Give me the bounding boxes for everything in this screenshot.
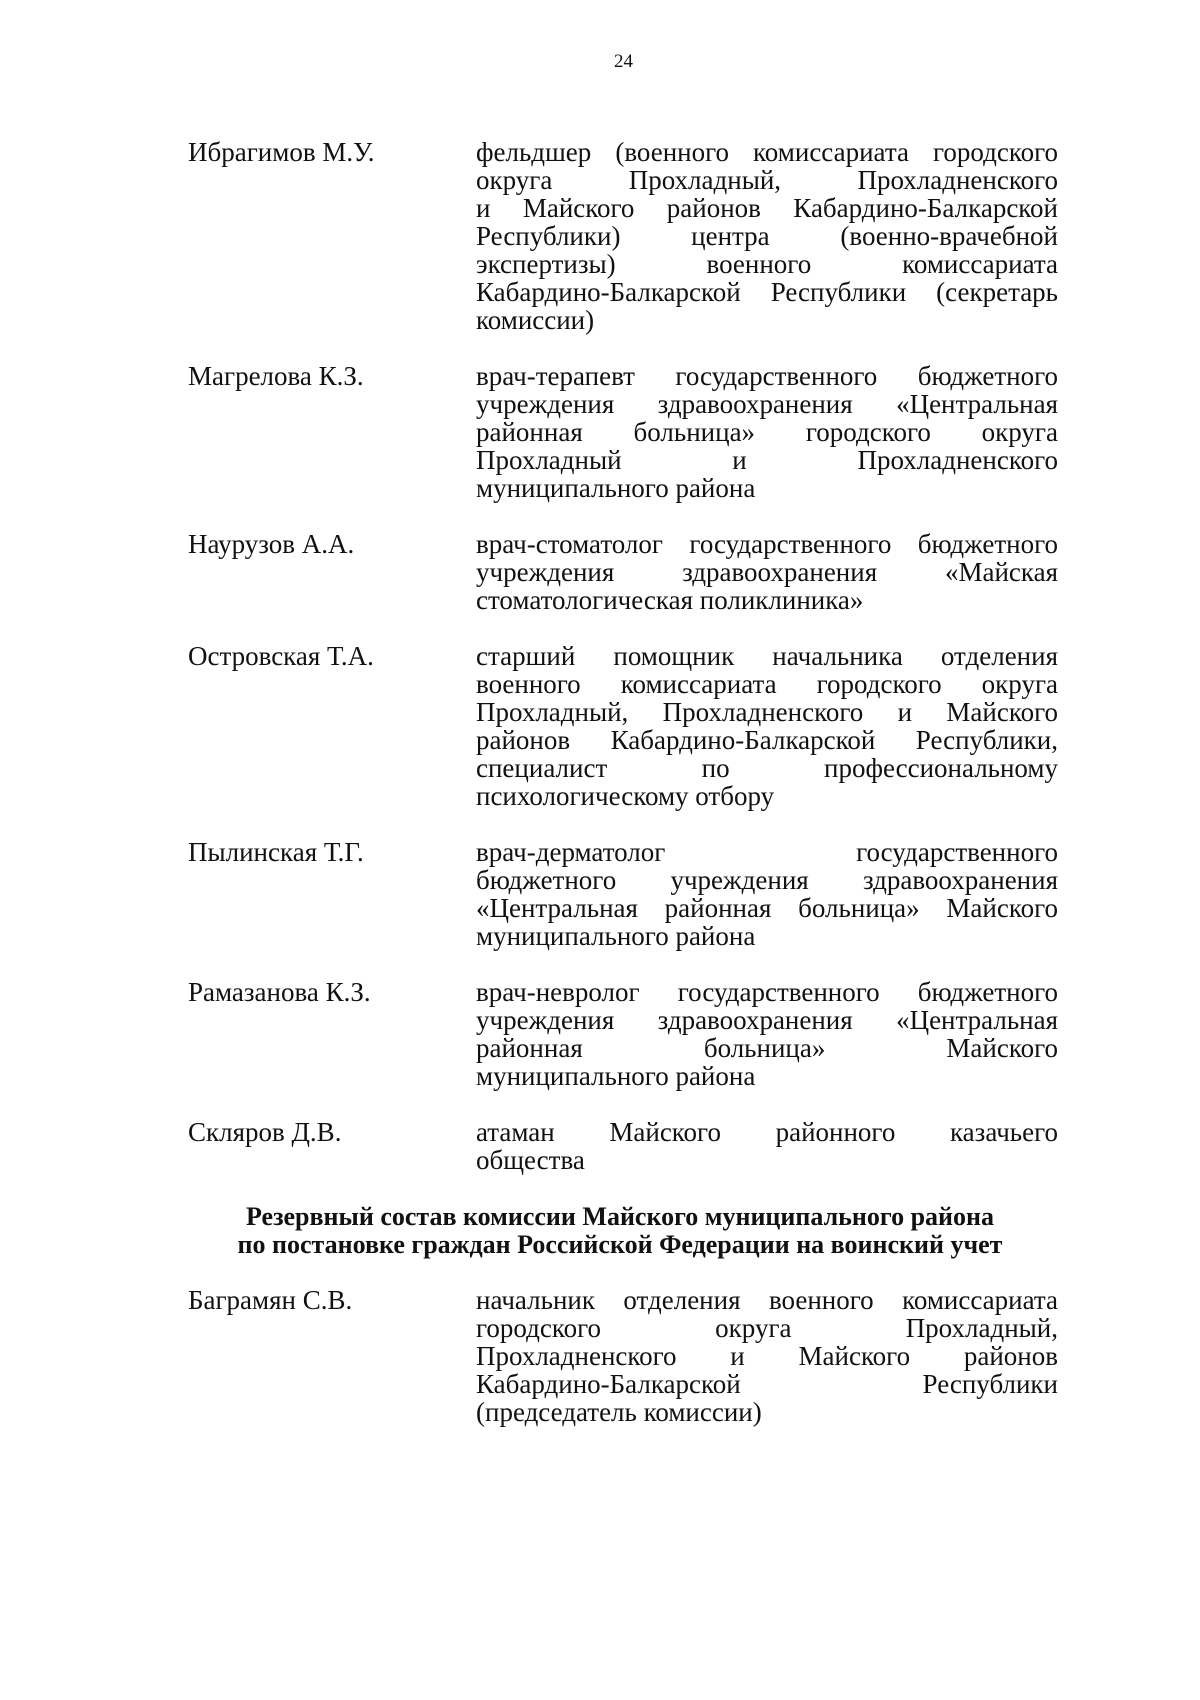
role-line: Кабардино-Балкарской Республики <box>476 1369 1058 1399</box>
role-line: учреждения здравоохранения «Центральная <box>476 389 1058 419</box>
role-line: учреждения здравоохранения «Центральная <box>476 1005 1058 1035</box>
role-line: общества <box>476 1145 585 1175</box>
member-entry <box>188 642 1058 810</box>
member-name: Магрелова К.З. <box>188 361 364 391</box>
page-number: 24 <box>614 51 633 72</box>
role-line: психологическому отбору <box>476 781 775 811</box>
member-role <box>476 138 1058 334</box>
member-role <box>476 1286 1058 1426</box>
role-line: комиссии) <box>476 305 595 335</box>
section-title-line: по постановке граждан Российской Федерации на воинский учет <box>237 1230 1003 1259</box>
role-line: и Майского районов Кабардино-Балкарской <box>476 193 1058 223</box>
member-name: Пылинская Т.Г. <box>188 837 364 867</box>
role-line: врач-терапевт государственного бюджетного <box>476 361 1058 391</box>
member-entry <box>188 838 1058 950</box>
role-line: Прохладный и Прохладненского <box>476 445 1058 475</box>
role-line: «Центральная районная больница» Майского <box>476 893 1058 923</box>
role-line: атаман Майского районного казачьего <box>476 1117 1058 1147</box>
member-name: Ибрагимов М.У. <box>188 137 375 167</box>
role-line: муниципального района <box>476 473 756 503</box>
member-entry <box>188 530 1058 614</box>
role-line: Прохладненского и Майского районов <box>476 1341 1058 1371</box>
member-role <box>476 838 1058 950</box>
section-title-line: Резервный состав комиссии Майского муниципального района <box>245 1202 994 1231</box>
role-line: военного комиссариата городского округа <box>476 669 1058 699</box>
role-line: районная больница» Майского <box>476 1033 1058 1063</box>
reserve-section-title <box>170 1203 1070 1259</box>
role-line: районов Кабардино-Балкарской Республики, <box>476 725 1058 755</box>
role-line: врач-невролог государственного бюджетного <box>476 977 1058 1007</box>
member-name: Наурузов А.А. <box>188 529 355 559</box>
member-role <box>476 1118 1058 1174</box>
member-name: Рамазанова К.З. <box>188 977 371 1007</box>
commission-member-list <box>188 138 1058 1202</box>
role-line: городского округа Прохладный, <box>476 1313 1058 1343</box>
member-role <box>476 362 1058 502</box>
role-line: Республики) центра (военно-врачебной <box>476 221 1058 251</box>
member-role <box>476 978 1058 1090</box>
role-line: округа Прохладный, Прохладненского <box>476 165 1058 195</box>
role-line: специалист по профессиональному <box>476 753 1058 783</box>
member-name: Скляров Д.В. <box>188 1117 342 1147</box>
reserve-member-list <box>188 1286 1058 1454</box>
role-line: начальник отделения военного комиссариата <box>476 1285 1058 1315</box>
role-line: Прохладный, Прохладненского и Майского <box>476 697 1058 727</box>
role-line: стоматологическая поликлиника» <box>476 585 864 615</box>
role-line: старший помощник начальника отделения <box>476 641 1058 671</box>
role-line: учреждения здравоохранения «Майская <box>476 557 1058 587</box>
member-entry <box>188 978 1058 1090</box>
role-line: врач-стоматолог государственного бюджетного <box>476 529 1058 559</box>
role-line: врач-дерматолог государственного <box>476 837 1058 867</box>
member-entry <box>188 362 1058 502</box>
role-line: экспертизы) военного комиссариата <box>476 249 1058 279</box>
member-role <box>476 642 1058 810</box>
member-name: Баграмян С.В. <box>188 1285 353 1315</box>
role-line: районная больница» городского округа <box>476 417 1058 447</box>
role-line: фельдшер (военного комиссариата городского <box>476 137 1058 167</box>
member-name: Островская Т.А. <box>188 641 374 671</box>
role-line: бюджетного учреждения здравоохранения <box>476 865 1058 895</box>
member-entry <box>188 138 1058 334</box>
role-line: Кабардино-Балкарской Республики (секретарь <box>476 277 1058 307</box>
member-entry <box>188 1118 1058 1174</box>
member-entry <box>188 1286 1058 1426</box>
role-line: муниципального района <box>476 921 756 951</box>
member-role <box>476 530 1058 614</box>
role-line: (председатель комиссии) <box>476 1397 762 1427</box>
role-line: муниципального района <box>476 1061 756 1091</box>
